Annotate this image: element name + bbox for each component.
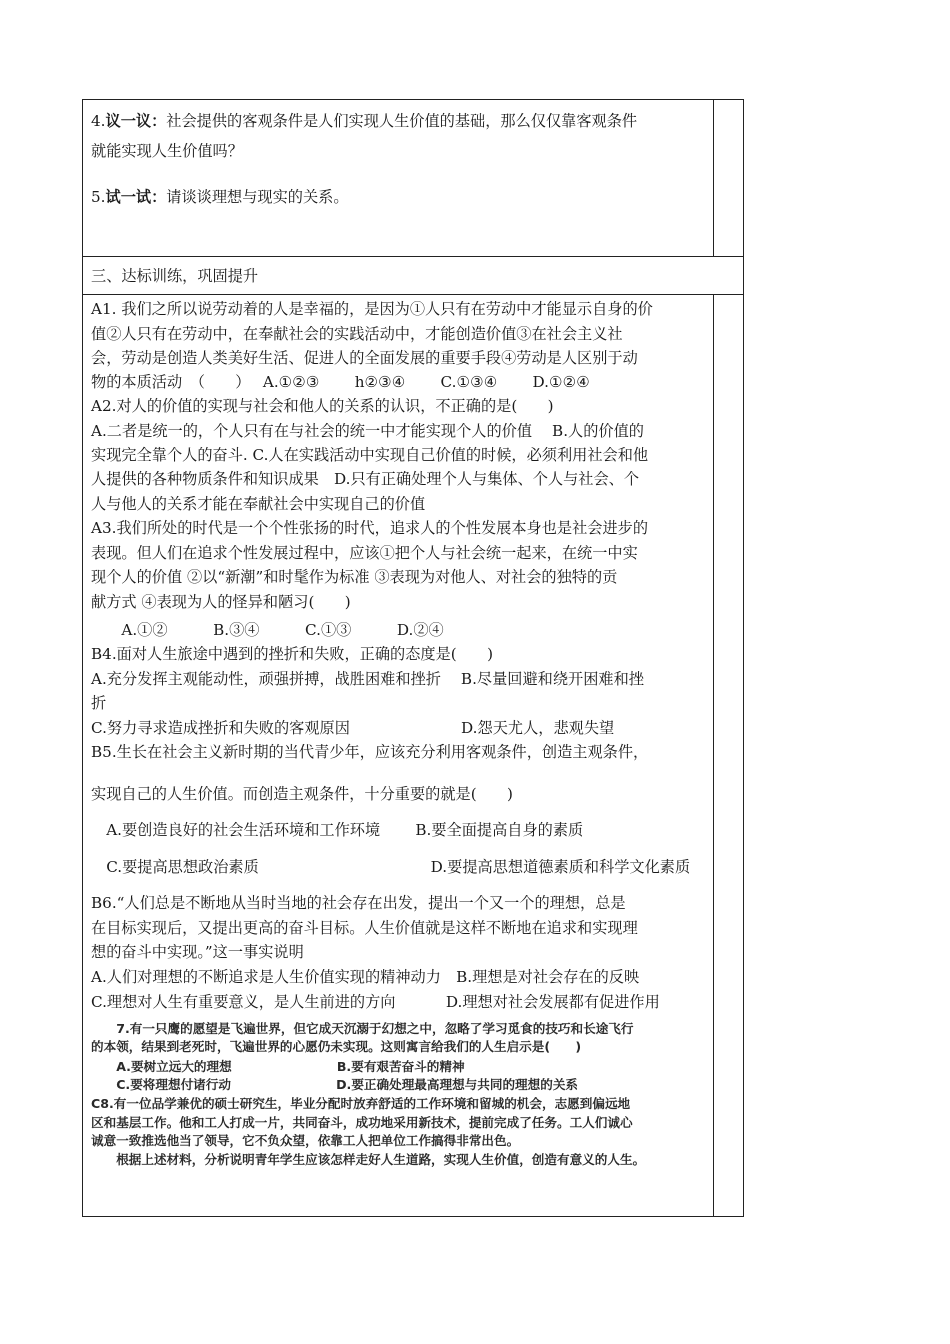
exercise-line: B6.“人们总是不断地从当时当地的社会存在出发，提出一个又一个的理想，总是 xyxy=(91,894,626,912)
question-4-number: 4. xyxy=(91,112,106,130)
printed-excerpt-line: 的本领，结果到老死时，飞遍世界的心愿仍未实现。这则寓言给我们的人生启示是( ) xyxy=(91,1039,582,1054)
exercise-line: A1. 我们之所以说劳动着的人是幸福的，是因为①人只有在劳动中才能显示自身的价 xyxy=(91,300,653,318)
exercise-line: 献方式 ④表现为人的怪异和陋习( ) xyxy=(91,593,351,611)
exercise-line: C.努力寻求造成挫折和失败的客观原因 D.怨天尤人，悲观失望 xyxy=(91,719,615,737)
exercise-line: 折 xyxy=(91,694,107,712)
exercise-line: A.人们对理想的不断追求是人生价值实现的精神动力 B.理想是对社会存在的反映 xyxy=(91,968,640,986)
exercise-line: B5.生长在社会主义新时期的当代青少年，应该充分利用客观条件，创造主观条件， xyxy=(91,743,649,761)
exercise-line: A3.我们所处的时代是一个个性张扬的时代，追求人的个性发展本身也是社会进步的 xyxy=(91,519,649,537)
printed-excerpt-line: 诚意一致推选他当了领导，它不负众望，依靠工人把单位工作搞得非常出色。 xyxy=(91,1133,520,1148)
exercise-line: A2.对人的价值的实现与社会和他人的关系的认识，不正确的是( ) xyxy=(91,397,554,415)
exercise-line: 会，劳动是创造人类美好生活、促进人的全面发展的重要手段④劳动是人区别于动 xyxy=(91,349,638,367)
exercise-line: 值②人只有在劳动中，在奉献社会的实践活动中，才能创造价值③在社会主义社 xyxy=(91,325,623,343)
exercise-line: 表现。但人们在追求个性发展过程中，应该①把个人与社会统一起来，在统一中实 xyxy=(91,544,638,562)
exercise-line: B4.面对人生旅途中遇到的挫折和失败，正确的态度是( ) xyxy=(91,645,494,663)
exercise-line: 实现完全靠个人的奋斗. C.人在实践活动中实现自己价值的时候，必须利用社会和他 xyxy=(91,446,649,464)
exercise-line: A.①② B.③④ C.①③ D.②④ xyxy=(91,621,444,639)
section-heading: 三、达标训练，巩固提升 xyxy=(91,267,259,285)
printed-excerpt-line: A.要树立远大的理想 B.要有艰苦奋斗的精神 xyxy=(91,1059,465,1074)
exercise-line: C.要提高思想政治素质 D.要提高思想道德素质和科学文化素质 xyxy=(91,858,691,876)
discussion-row xyxy=(83,100,743,257)
question-5-line xyxy=(91,187,349,207)
exercise-line: 想的奋斗中实现。”这一事实说明 xyxy=(91,943,304,961)
exercise-line: 现个人的价值 ②以“新潮”和时髦作为标准 ③表现为对他人、对社会的独特的贡 xyxy=(91,568,618,586)
side-column-cell xyxy=(713,100,743,256)
exercise-line: 在目标实现后，又提出更高的奋斗目标。人生价值就是这样不断地在追求和实现理 xyxy=(91,919,638,937)
exercise-line: 人提供的各种物质条件和知识成果 D.只有正确处理个人与集体、个人与社会、个 xyxy=(91,470,640,488)
question-5-label: 试一试： xyxy=(105,188,167,206)
printed-excerpt-line: C8.有一位品学兼优的硕士研究生，毕业分配时放弃舒适的工作环境和留城的机会，志愿到偏远地 xyxy=(91,1096,631,1111)
question-4-label: 议一议： xyxy=(105,112,167,130)
exercise-line: A.要创造良好的社会生活环境和工作环境 B.要全面提高自身的素质 xyxy=(91,821,584,839)
exercise-line: C.理想对人生有重要意义，是人生前进的方向 D.理想对社会发展都有促进作用 xyxy=(91,993,660,1011)
exercise-row xyxy=(83,295,743,1216)
question-5-text: 请谈谈理想与现实的关系。 xyxy=(166,188,349,206)
exercise-line: A.二者是统一的，个人只有在与社会的统一中才能实现个人的价值 B.人的价值的 xyxy=(91,422,644,440)
exercise-line: 人与他人的关系才能在奉献社会中实现自己的价值 xyxy=(91,495,426,513)
section-heading-row xyxy=(83,257,743,295)
question-4-line-2: 就能实现人生价值吗？ xyxy=(91,142,243,160)
exercise-line: 物的本质活动 （ ） A.①②③ h②③④ C.①③④ D.①②④ xyxy=(91,373,590,391)
printed-excerpt-line: 7.有一只鹰的愿望是飞遍世界，但它成天沉溺于幻想之中，忽略了学习觅食的技巧和长途飞行 xyxy=(91,1021,634,1036)
question-4-text: 社会提供的客观条件是人们实现人生价值的基础，那么仅仅靠客观条件 xyxy=(166,112,638,130)
exercise-line: 实现自己的人生价值。而创造主观条件，十分重要的就是( ) xyxy=(91,785,513,803)
worksheet-table xyxy=(82,99,744,1217)
side-column-cell xyxy=(713,295,743,1216)
printed-excerpt-line: C.要将理想付诸行动 D.要正确处理最高理想与共同的理想的关系 xyxy=(91,1077,579,1092)
exercise-line: A.充分发挥主观能动性，顽强拼搏，战胜困难和挫折 B.尽量回避和绕开困难和挫 xyxy=(91,670,644,688)
printed-excerpt-line: 根据上述材料，分析说明青年学生应该怎样走好人生道路，实现人生价值，创造有意义的人生。 xyxy=(91,1152,646,1167)
question-5-number: 5. xyxy=(91,188,106,206)
printed-excerpt-line: 区和基层工作。他和工人打成一片，共同奋斗，成功地采用新技术，提前完成了任务。工人们诚心 xyxy=(91,1115,633,1130)
question-4-line-1 xyxy=(91,111,637,131)
